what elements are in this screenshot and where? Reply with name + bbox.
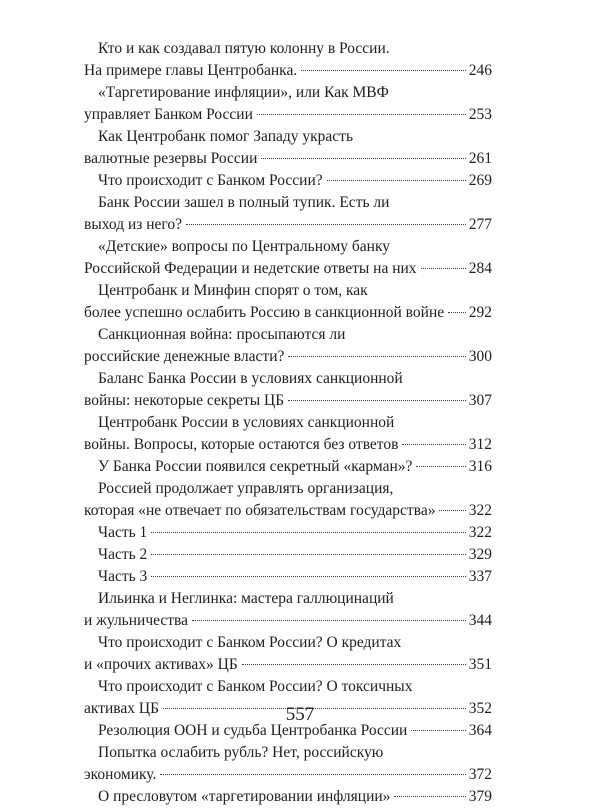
dot-leader bbox=[151, 554, 465, 555]
toc-page-number: 372 bbox=[468, 766, 492, 783]
toc-entry-text: Центробанк России в условиях санкционной bbox=[98, 414, 395, 431]
toc-entry-text: Россией продолжает управлять организация, bbox=[98, 480, 394, 497]
toc-entry bbox=[84, 280, 492, 324]
toc-page-number: 253 bbox=[468, 106, 492, 123]
dot-leader bbox=[160, 774, 465, 775]
toc-line bbox=[84, 258, 492, 280]
toc-entry bbox=[84, 192, 492, 236]
toc-entry-text: Баланс Банка России в условиях санкционной bbox=[98, 370, 403, 387]
toc-entry-text: Санкционная война: просыпаются ли bbox=[98, 326, 346, 343]
toc-entry-text: На примере главы Центробанка. bbox=[84, 62, 298, 79]
toc-line bbox=[84, 280, 492, 302]
toc-line bbox=[84, 236, 492, 258]
dot-leader bbox=[301, 70, 466, 71]
toc-entry-text: войны. Вопросы, которые остаются без ответов bbox=[84, 436, 399, 453]
toc-entry-text: Часть 2 bbox=[98, 546, 148, 563]
toc-entry-text: У Банка России появился секретный «карман»? bbox=[98, 458, 413, 475]
toc-line bbox=[84, 566, 492, 588]
toc-line bbox=[84, 742, 492, 764]
dot-leader bbox=[402, 444, 465, 445]
toc-line bbox=[84, 676, 492, 698]
toc-entry bbox=[84, 368, 492, 412]
toc-page-number: 351 bbox=[468, 656, 492, 673]
toc-page-number: 300 bbox=[468, 348, 492, 365]
toc-line bbox=[84, 368, 492, 390]
toc-page-number: 277 bbox=[468, 216, 492, 233]
table-of-contents bbox=[84, 38, 492, 808]
toc-entry-text: Российской Федерации и недетские ответы на них bbox=[84, 260, 417, 277]
toc-entry-text: Попытка ослабить рубль? Нет, российскую bbox=[98, 744, 384, 761]
toc-line bbox=[84, 434, 492, 456]
toc-line bbox=[84, 346, 492, 368]
toc-line bbox=[84, 478, 492, 500]
toc-entry bbox=[84, 456, 492, 478]
toc-entry bbox=[84, 786, 492, 808]
toc-entry bbox=[84, 126, 492, 170]
toc-entry bbox=[84, 522, 492, 544]
toc-line bbox=[84, 38, 492, 60]
toc-entry bbox=[84, 412, 492, 456]
toc-page-number: 337 bbox=[468, 568, 492, 585]
toc-entry bbox=[84, 170, 492, 192]
dot-leader bbox=[242, 664, 466, 665]
dot-leader bbox=[439, 510, 465, 511]
toc-entry bbox=[84, 236, 492, 280]
dot-leader bbox=[151, 532, 465, 533]
toc-line bbox=[84, 654, 492, 676]
toc-entry-text: Кто и как создавал пятую колонну в России. bbox=[98, 40, 390, 57]
toc-entry-text: О пресловутом «таргетировании инфляции» bbox=[98, 788, 391, 805]
toc-entry bbox=[84, 566, 492, 588]
toc-entry-text: Что происходит с Банком России? bbox=[98, 172, 323, 189]
dot-leader bbox=[288, 400, 466, 401]
toc-entry-text: экономику. bbox=[84, 766, 157, 783]
dot-leader bbox=[151, 576, 465, 577]
toc-entry-text: Центробанк и Минфин спорят о том, как bbox=[98, 282, 368, 299]
toc-entry-text: Часть 1 bbox=[98, 524, 148, 541]
toc-entry-text: Резолюция ООН и судьба Центробанка России bbox=[98, 722, 408, 739]
toc-page-number: 292 bbox=[468, 304, 492, 321]
toc-line bbox=[84, 148, 492, 170]
toc-page-number: 307 bbox=[468, 392, 492, 409]
toc-page-number: 316 bbox=[468, 458, 492, 475]
toc-entry-text: Банк России зашел в полный тупик. Есть ли bbox=[98, 194, 390, 211]
toc-line bbox=[84, 214, 492, 236]
toc-entry bbox=[84, 38, 492, 82]
toc-line bbox=[84, 324, 492, 346]
toc-page-number: 344 bbox=[468, 612, 492, 629]
toc-entry-text: российские денежные власти? bbox=[84, 348, 285, 365]
dot-leader bbox=[421, 268, 466, 269]
toc-page-number: 269 bbox=[468, 172, 492, 189]
toc-line bbox=[84, 544, 492, 566]
toc-line bbox=[84, 126, 492, 148]
toc-line bbox=[84, 82, 492, 104]
toc-line bbox=[84, 764, 492, 786]
toc-entry bbox=[84, 324, 492, 368]
dot-leader bbox=[416, 466, 465, 467]
dot-leader bbox=[257, 114, 466, 115]
toc-line bbox=[84, 522, 492, 544]
toc-entry bbox=[84, 544, 492, 566]
toc-entry-text: Ильинка и Неглинка: мастера галлюцинаций bbox=[98, 590, 394, 607]
toc-line bbox=[84, 786, 492, 808]
toc-entry-text: «Детские» вопросы по Центральному банку bbox=[98, 238, 391, 255]
toc-entry-text: «Таргетирование инфляции», или Как МВФ bbox=[98, 84, 389, 101]
toc-entry-text: выход из него? bbox=[84, 216, 183, 233]
toc-line bbox=[84, 60, 492, 82]
toc-entry-text: войны: некоторые секреты ЦБ bbox=[84, 392, 285, 409]
toc-line bbox=[84, 170, 492, 192]
toc-entry-text: которая «не отвечает по обязательствам государства» bbox=[84, 502, 436, 519]
dot-leader bbox=[186, 224, 466, 225]
toc-entry-text: активах ЦБ bbox=[84, 700, 159, 717]
toc-line bbox=[84, 192, 492, 214]
toc-page-number: 379 bbox=[468, 788, 492, 805]
dot-leader bbox=[261, 158, 465, 159]
toc-entry-text: Что происходит с Банком России? О токсичных bbox=[98, 678, 413, 695]
toc-page-number: 284 bbox=[468, 260, 492, 277]
toc-line bbox=[84, 104, 492, 126]
toc-page-number: 261 bbox=[468, 150, 492, 167]
toc-line bbox=[84, 302, 492, 324]
toc-page-number: 312 bbox=[468, 436, 492, 453]
toc-entry-text: и жульничества bbox=[84, 612, 189, 629]
dot-leader bbox=[327, 180, 466, 181]
toc-entry-text: и «прочих активах» ЦБ bbox=[84, 656, 238, 673]
toc-page-number: 246 bbox=[468, 62, 492, 79]
toc-line bbox=[84, 632, 492, 654]
dot-leader bbox=[394, 796, 465, 797]
toc-entry-text: Часть 3 bbox=[98, 568, 148, 585]
toc-line bbox=[84, 412, 492, 434]
toc-entry-text: более успешно ослабить Россию в санкционной войне bbox=[84, 304, 445, 321]
toc-entry bbox=[84, 588, 492, 632]
toc-page-number: 322 bbox=[468, 502, 492, 519]
toc-entry bbox=[84, 82, 492, 126]
dot-leader bbox=[448, 312, 466, 313]
toc-line bbox=[84, 610, 492, 632]
toc-entry-text: Что происходит с Банком России? О кредитах bbox=[98, 634, 402, 651]
page-number: 557 bbox=[285, 704, 315, 725]
toc-line bbox=[84, 500, 492, 522]
toc-page-number: 329 bbox=[468, 546, 492, 563]
toc-page-number: 352 bbox=[468, 700, 492, 717]
toc-entry bbox=[84, 742, 492, 786]
dot-leader bbox=[288, 356, 465, 357]
dot-leader bbox=[411, 730, 465, 731]
toc-entry bbox=[84, 478, 492, 522]
dot-leader bbox=[192, 620, 466, 621]
toc-page-number: 322 bbox=[468, 524, 492, 541]
toc-entry-text: валютные резервы России bbox=[84, 150, 258, 167]
toc-entry-text: управляет Банком России bbox=[84, 106, 253, 123]
toc-page-number: 364 bbox=[468, 722, 492, 739]
toc-line bbox=[84, 456, 492, 478]
toc-entry bbox=[84, 632, 492, 676]
toc-entry-text: Как Центробанк помог Западу украсть bbox=[98, 128, 354, 145]
toc-line bbox=[84, 588, 492, 610]
toc-line bbox=[84, 390, 492, 412]
